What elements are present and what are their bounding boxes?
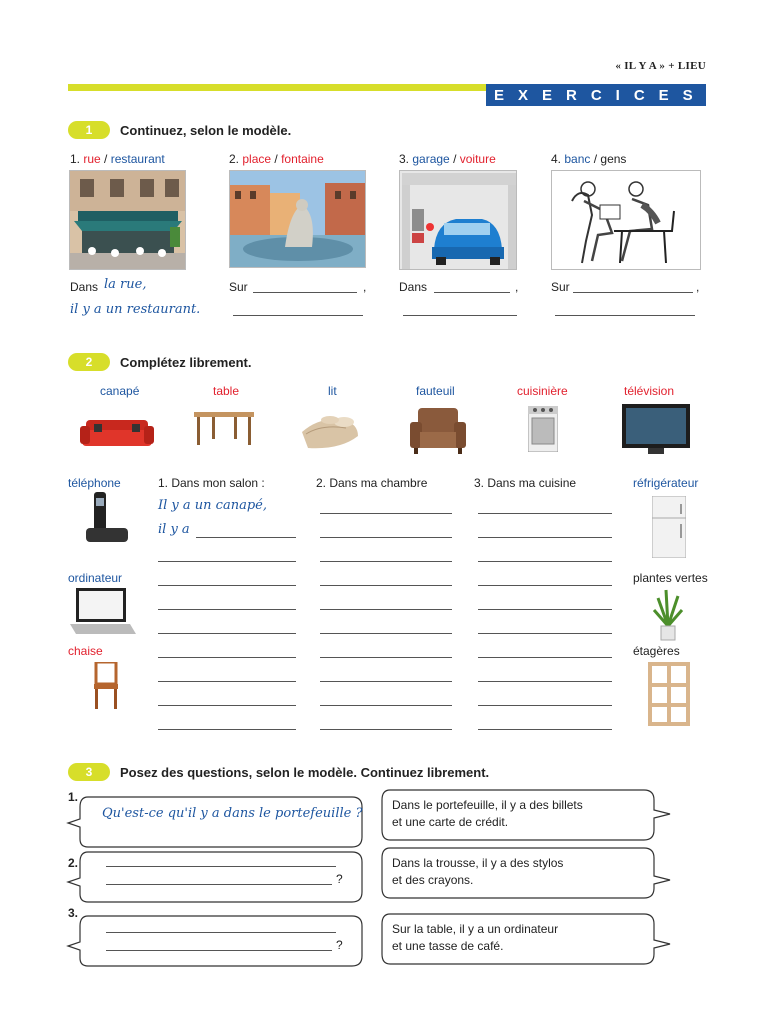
cuisine-line[interactable]	[478, 657, 612, 658]
ex3-answer-2-line-1: Dans la trousse, il y a des stylos	[392, 856, 564, 870]
ex1-3-answer-line-1[interactable]	[434, 292, 510, 293]
column-salon: 1. Dans mon salon :	[158, 476, 265, 490]
left-label-telephone: téléphone	[68, 476, 121, 490]
cuisine-line[interactable]	[478, 513, 612, 514]
salon-line[interactable]	[158, 705, 296, 706]
table-image	[194, 412, 254, 446]
bench-people-sketch	[551, 170, 701, 270]
ex3-question-2-line-1[interactable]	[106, 866, 336, 867]
salon-line[interactable]	[158, 609, 296, 610]
salon-line[interactable]	[158, 633, 296, 634]
cuisine-line[interactable]	[478, 537, 612, 538]
ex1-2-prefix: Sur	[229, 280, 248, 294]
ex3-answer-2-line-2: et des crayons.	[392, 873, 474, 887]
exercise-1-badge: 1	[68, 121, 110, 139]
salon-line[interactable]	[158, 729, 296, 730]
furniture-label-cuisiniere: cuisinière	[517, 384, 568, 398]
question-bubble-1	[66, 795, 366, 851]
ex1-4-comma: ,	[696, 280, 700, 294]
ex3-answer-1-line-1: Dans le portefeuille, il y a des billets	[392, 798, 583, 812]
question-bubble-2	[66, 850, 366, 906]
chambre-line[interactable]	[320, 657, 452, 658]
ex3-answer-3-line-2: et une tasse de café.	[392, 939, 504, 953]
exercise-3-instruction: Posez des questions, selon le modèle. Continuez librement.	[120, 765, 490, 780]
furniture-label-fauteuil: fauteuil	[416, 384, 455, 398]
furniture-label-table: table	[213, 384, 240, 398]
chambre-line[interactable]	[320, 705, 452, 706]
ex3-answer-3-line-1: Sur la table, il y a un ordinateur	[392, 922, 559, 936]
question-bubble-3	[66, 914, 366, 970]
header-yellow-rule	[68, 84, 488, 91]
chambre-line[interactable]	[320, 729, 452, 730]
furniture-label-lit: lit	[328, 384, 337, 398]
telephone-image	[84, 492, 130, 544]
salon-line[interactable]	[158, 585, 296, 586]
salon-line[interactable]	[196, 537, 296, 538]
cuisine-line[interactable]	[478, 585, 612, 586]
left-label-ordinateur: ordinateur	[68, 571, 123, 585]
ex3-question-3-mark: ?	[336, 938, 343, 952]
exercises-banner: EXERCICES	[486, 84, 706, 106]
column-chambre: 2. Dans ma chambre	[316, 476, 428, 490]
garage-car-photo	[399, 170, 517, 270]
ex1-item-3-label: 3. garage / voiture	[399, 152, 496, 166]
ex1-2-comma: ,	[363, 280, 367, 294]
ex1-1-handwritten-answer-2: il y a un restaurant.	[70, 302, 201, 317]
ex1-3-prefix: Dans	[399, 280, 428, 294]
cuisine-line[interactable]	[478, 705, 612, 706]
exercise-3-badge: 3	[68, 763, 110, 781]
chambre-line[interactable]	[320, 585, 452, 586]
shelves-image	[648, 662, 690, 726]
chambre-line[interactable]	[320, 561, 452, 562]
running-title: « IL Y A » + LIEU	[615, 60, 706, 72]
chambre-line[interactable]	[320, 681, 452, 682]
right-label-etageres: étagères	[633, 644, 680, 658]
ex1-1-handwritten-answer-1: la rue,	[104, 277, 147, 292]
cuisine-line[interactable]	[478, 729, 612, 730]
plant-image	[652, 586, 684, 642]
ex1-1-prefix: Dans	[70, 280, 99, 294]
right-label-plantes-vertes: plantes vertes	[633, 571, 708, 585]
cuisine-line[interactable]	[478, 561, 612, 562]
sofa-image	[80, 416, 154, 452]
cuisine-line[interactable]	[478, 609, 612, 610]
ex3-row-3-number: 3.	[68, 906, 79, 920]
ex1-4-answer-line-1[interactable]	[573, 292, 693, 293]
ex1-2-answer-line-2[interactable]	[233, 315, 363, 316]
ex1-2-answer-line-1[interactable]	[253, 292, 357, 293]
ex1-4-prefix: Sur	[551, 280, 570, 294]
cuisine-line[interactable]	[478, 681, 612, 682]
salon-line[interactable]	[158, 681, 296, 682]
chair-image	[92, 662, 120, 710]
fountain-square-photo	[229, 170, 366, 268]
ex3-question-2-line-2[interactable]	[106, 884, 332, 885]
ex1-3-comma: ,	[515, 280, 519, 294]
furniture-label-canape: canapé	[100, 384, 140, 398]
ex1-item-1-label: 1. rue / restaurant	[70, 152, 165, 166]
ex3-question-2-mark: ?	[336, 872, 343, 886]
ex1-4-answer-line-2[interactable]	[555, 315, 695, 316]
ex2-example-line-1: Il y a un canapé,	[158, 498, 267, 513]
ex1-item-2-label: 2. place / fontaine	[229, 152, 324, 166]
salon-line[interactable]	[158, 561, 296, 562]
exercise-2-instruction: Complétez librement.	[120, 355, 252, 370]
ex2-example-line-2: il y a	[158, 522, 190, 537]
laptop-image	[70, 588, 136, 636]
ex3-row-2-number: 2.	[68, 856, 79, 870]
chambre-line[interactable]	[320, 513, 452, 514]
column-cuisine: 3. Dans ma cuisine	[474, 476, 577, 490]
ex3-question-3-line-2[interactable]	[106, 950, 332, 951]
ex3-question-3-line-1[interactable]	[106, 932, 336, 933]
ex1-3-answer-line-2[interactable]	[403, 315, 517, 316]
exercise-1-instruction: Continuez, selon le modèle.	[120, 123, 292, 138]
right-label-refrigerateur: réfrigérateur	[633, 476, 699, 490]
ex3-question-1: Qu'est-ce qu'il y a dans le portefeuille ?	[102, 806, 363, 821]
bed-image	[300, 410, 360, 452]
ex3-row-1-number: 1.	[68, 790, 79, 804]
television-image	[622, 404, 690, 454]
stove-image	[528, 406, 558, 452]
cuisine-line[interactable]	[478, 633, 612, 634]
chambre-line[interactable]	[320, 609, 452, 610]
left-label-chaise: chaise	[68, 644, 103, 658]
armchair-image	[410, 408, 466, 456]
furniture-label-television: télévision	[624, 384, 675, 398]
exercise-2-badge: 2	[68, 353, 110, 371]
chambre-line[interactable]	[320, 633, 452, 634]
refrigerator-image	[652, 496, 686, 558]
ex3-answer-1-line-2: et une carte de crédit.	[392, 815, 509, 829]
chambre-line[interactable]	[320, 537, 452, 538]
ex1-item-4-label: 4. banc / gens	[551, 152, 627, 166]
salon-line[interactable]	[158, 657, 296, 658]
restaurant-street-photo	[69, 170, 186, 270]
